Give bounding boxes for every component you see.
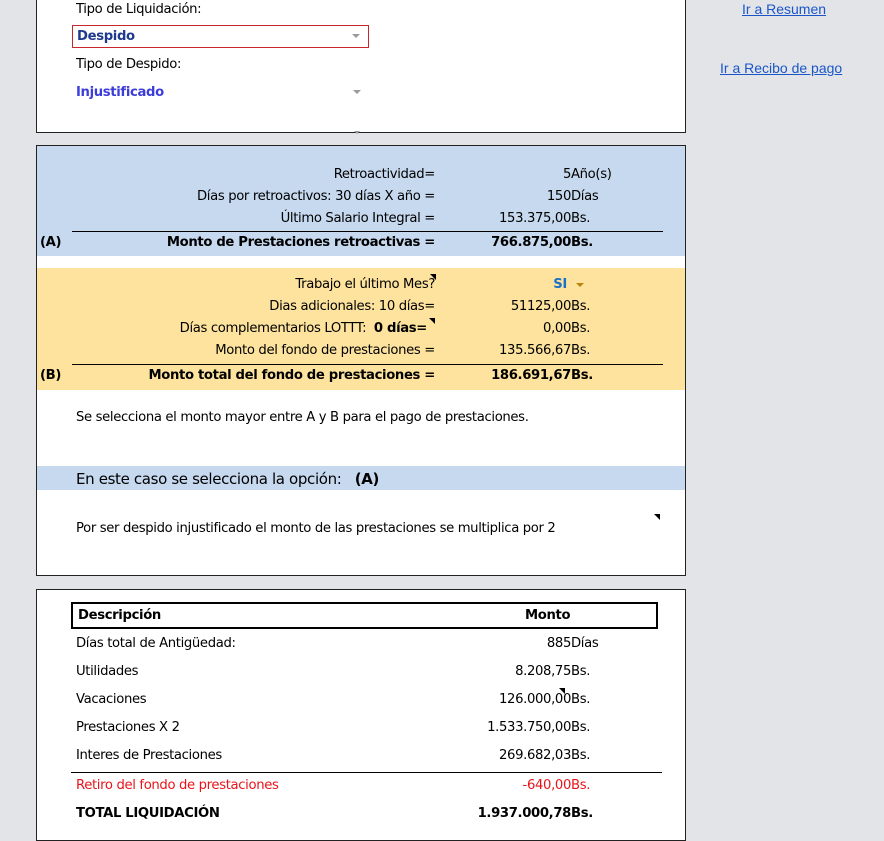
total-value: 186.691,67 [491,368,571,383]
section-a-row [37,208,685,230]
chevron-down-icon[interactable] [353,90,361,94]
selected-option-band [37,466,685,490]
section-a-total-row [37,232,685,254]
row-value: 51125,00 [510,299,571,314]
row-label: Días por retroactivos: 30 días X año = [196,189,435,204]
summary-row [37,631,685,659]
comment-indicator-icon[interactable] [429,318,435,324]
dismissal-type-value: Injustificado [76,85,164,100]
row-unit: Bs. [571,299,591,314]
section-a-band [37,146,685,256]
row-label: Retroactividad= [333,167,435,182]
selected-option-prefix: En este caso se selecciona la opción: [76,470,342,488]
worked-last-month-row [37,274,685,296]
go-to-payment-receipt-link[interactable]: Ir a Recibo de pago [720,60,843,76]
total-label: Monto de Prestaciones retroactivas = [166,235,435,250]
section-a-tag: (A) [40,235,62,250]
comment-indicator-icon[interactable] [654,514,660,520]
row-unit: Bs. [571,692,591,707]
row-amount: -640,00 [522,778,571,793]
section-b-row [37,340,685,362]
summary-row [37,715,685,743]
liquidation-summary-panel [36,589,686,841]
row-unit: Bs. [571,720,591,735]
summary-row [37,659,685,687]
section-a-row [37,186,685,208]
row-value: 150 [546,189,571,204]
total-amount: 1.937.000,78 [477,806,571,821]
row-amount: 126.000,00 [498,692,571,707]
section-b-row [37,296,685,318]
dismissal-type-dropdown[interactable] [72,82,369,105]
total-unit: Bs. [571,806,593,821]
section-b-tag: (B) [40,368,62,383]
row-description: Retiro del fondo de prestaciones [76,778,279,793]
row-description: Prestaciones X 2 [76,720,180,735]
row-unit: Bs. [571,321,591,336]
total-unit: Bs. [571,368,593,383]
row-value: 0,00 [543,321,571,336]
row-description: Días total de Antigüedad: [76,636,236,651]
row-amount: 8.208,75 [515,664,571,679]
selection-rule-text: Se selecciona el monto mayor entre A y B para el pago de prestaciones. [76,410,529,425]
summary-row [37,743,685,771]
section-b-row [37,318,685,340]
chevron-down-icon [354,131,360,134]
row-description: Interes de Prestaciones [76,748,222,763]
selected-option-value: (A) [354,470,380,488]
summary-table-header [71,602,658,629]
section-a-row [37,164,685,186]
summary-total-row [37,801,685,829]
row-amount: 1.533.750,00 [487,720,571,735]
settlement-type-value: Despido [77,29,135,44]
row-unit: Días [571,636,599,651]
row-label-bold: 0 días= [373,321,427,336]
row-unit: Bs. [571,343,591,358]
worked-last-month-label: Trabajo el último Mes? [295,277,435,292]
settlement-type-label: Tipo de Liquidación: [76,2,202,17]
summary-row [37,687,685,715]
row-value: 5 [562,167,571,182]
total-description: TOTAL LIQUIDACIÓN [76,806,220,821]
total-value: 766.875,00 [491,235,571,250]
chevron-down-icon[interactable] [576,283,584,287]
total-label: Monto total del fondo de prestaciones = [148,368,435,383]
row-label: Último Salario Integral = [280,211,435,226]
worked-last-month-value[interactable]: SI [553,277,567,292]
summary-row-withdrawal [37,773,685,801]
dismissal-type-label: Tipo de Despido: [76,57,182,72]
row-amount: 269.682,03 [498,748,571,763]
row-value: 135.566,67 [498,343,571,358]
settlement-type-dropdown[interactable] [72,25,369,48]
row-unit: Bs. [571,664,591,679]
row-unit: Año(s) [571,167,612,182]
section-b-band [37,268,685,390]
header-amount: Monto [525,608,571,623]
comment-indicator-icon[interactable] [430,274,436,280]
row-unit: Bs. [571,748,591,763]
chevron-down-icon[interactable] [352,34,360,38]
go-to-summary-link[interactable]: Ir a Resumen [742,1,827,17]
row-label: Monto del fondo de prestaciones = [215,343,435,358]
section-b-total-row [37,365,685,387]
benefits-calculation-panel [36,145,686,576]
row-description: Vacaciones [76,692,147,707]
row-unit: Días [571,189,599,204]
row-label [180,321,427,336]
row-label-prefix: Días complementarios LOTTT: [179,321,367,336]
total-unit: Bs. [571,235,593,250]
header-description: Descripción [78,608,161,623]
row-unit: Bs. [571,211,591,226]
selected-option-text [76,470,379,488]
liquidation-type-panel [36,0,686,133]
row-amount: 885 [546,636,571,651]
row-label: Dias adicionales: 10 días= [269,299,435,314]
row-description: Utilidades [76,664,139,679]
row-unit: Bs. [571,778,591,793]
multiplier-note-text: Por ser despido injustificado el monto de las prestaciones se multiplica por 2 [76,521,556,536]
row-value: 153.375,00 [498,211,571,226]
